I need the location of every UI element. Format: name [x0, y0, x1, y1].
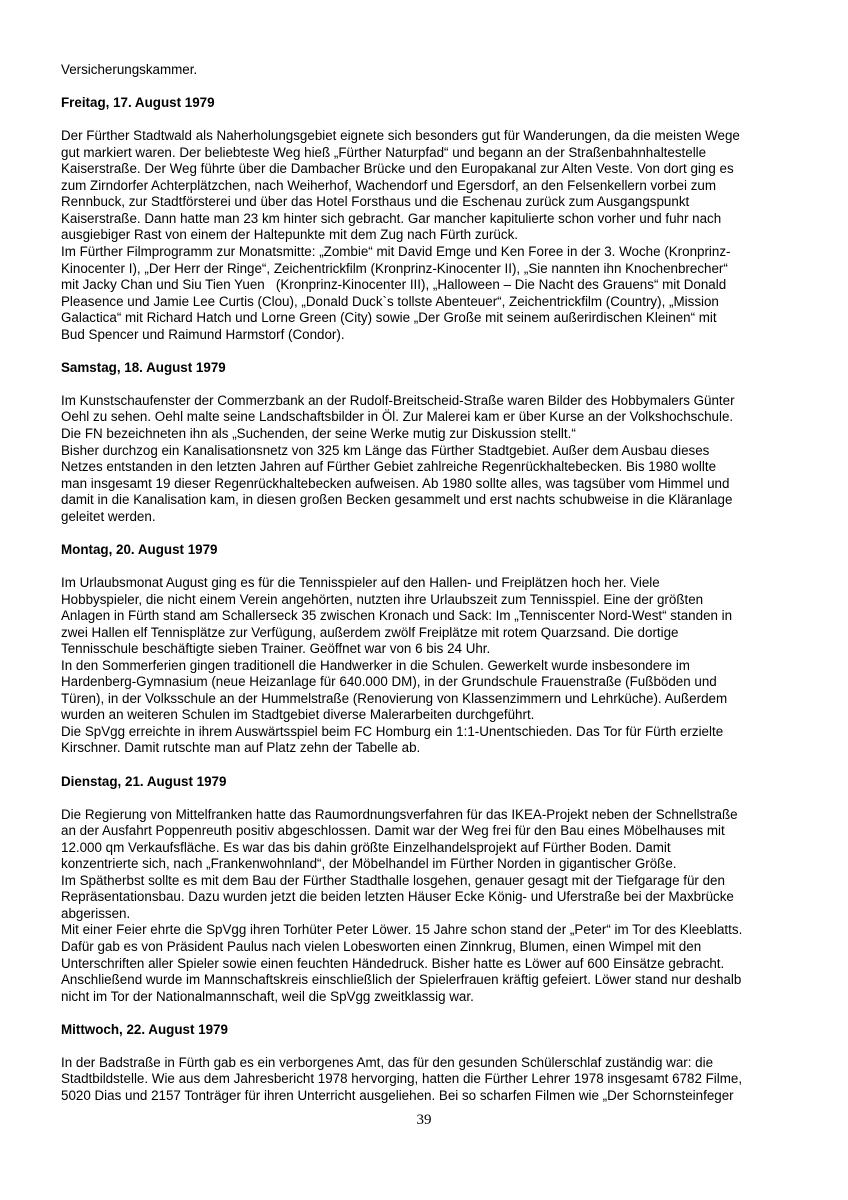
text-line: geleitet werden.	[61, 508, 156, 524]
text-line: Hobbyspieler, die nicht einem Verein angehörten, nutzten ihre Urlaubszeit zum Tennisspiel. Eine der größten	[61, 591, 704, 607]
text-line: Versicherungskammer.	[61, 62, 198, 77]
text-line: Die FN bezeichneten ihn als „Suchenden, der seine Werke mutig zur Diskussion stellt.“	[61, 426, 576, 442]
text-line: Bisher durchzog ein Kanalisationsnetz von 325 km Länge das Fürther Stadtgebiet. Außer dem Ausbau dieses	[61, 442, 710, 458]
paragraph-spacer	[61, 343, 783, 360]
text-line: Im Fürther Filmprogramm zur Monatsmitte: „Zombie“ mit David Emge und Ken Foree in der 3. Woche (Kronprinz-	[61, 244, 731, 260]
text-line: nicht im Tor der Nationalmannschaft, weil die SpVgg zweitklassig war.	[61, 988, 474, 1004]
text-line: Hardenberg-Gymnasium (neue Heizanlage für 640.000 DM), in der Grundschule Frauenstraße (Fußböden und	[61, 674, 717, 690]
text-line: zum Zirndorfer Achterplätzchen, nach Weiherhof, Wachendorf und Egersdorf, an den Felsenkellern vorbei zum	[61, 177, 716, 193]
text-line: In den Sommerferien gingen traditionell die Handwerker in die Schulen. Gewerkelt wurde insbesondere im	[61, 657, 690, 673]
text-line: Im Spätherbst sollte es mit dem Bau der Fürther Stadthalle losgehen, genauer gesagt mit der Tiefgarage für den	[61, 872, 725, 888]
paragraph-spacer	[61, 525, 783, 542]
text-line: Im Urlaubsmonat August ging es für die Tennisspieler auf den Hallen- und Freiplätzen hoch her. Viele	[61, 574, 660, 590]
text-line: konzentrierte sich, nach „Frankenwohnland“, der Möbelhandel im Fürther Norden in gigantischer Größe.	[61, 856, 677, 872]
text-line: Die SpVgg erreichte in ihrem Auswärtsspiel beim FC Homburg ein 1:1-Unentschieden. Das Tor für Fürth erzielte	[61, 723, 724, 739]
text-line: zwei Hallen elf Tennisplätze zur Verfügung, außerdem zwölf Freiplätze mit rotem Quarzsand. Die dortige	[61, 624, 679, 640]
paragraph-spacer	[61, 1038, 783, 1055]
paragraph	[61, 1055, 783, 1105]
text-line: an der Ausfahrt Poppenreuth positiv abgeschlossen. Damit war der Weg frei für den Bau eines Möbelhauses mit	[61, 823, 725, 839]
text-line: gut markiert waren. Der beliebteste Weg hieß „Fürther Naturpfad“ und begann an der Straßenbahnhaltestelle	[61, 144, 707, 160]
text-line: Anschließend wurde im Mannschaftskreis einschließlich der Spielerfrauen kräftig gefeiert. Löwer stand nur deshalb	[61, 972, 742, 988]
paragraph-spacer	[61, 79, 783, 96]
text-line: abgerissen.	[61, 905, 131, 921]
text-line: Rennbuck, zur Stadtförsterei und über das Hotel Forsthaus und die Eschenau zurück zum Ausgangspunkt	[61, 194, 690, 210]
text-line: Tennisschule beschäftigte sieben Trainer. Geöffnet war von 6 bis 24 Uhr.	[61, 641, 491, 657]
document-body	[61, 62, 783, 1104]
text-line: Die Regierung von Mittelfranken hatte das Raumordnungsverfahren für das IKEA-Projekt neben der Schnellstraße	[61, 806, 738, 822]
date-heading: Freitag, 17. August 1979	[61, 95, 215, 111]
date-heading: Dienstag, 21. August 1979	[61, 773, 227, 789]
date-heading: Montag, 20. August 1979	[61, 541, 218, 557]
paragraph-spacer	[61, 376, 783, 393]
text-line: 5020 Dias und 2157 Tonträger für ihren Unterricht ausgeliehen. Bei so scharfen Filmen wie „Der Schornsteinfeger	[61, 1087, 734, 1103]
text-line: Mit einer Feier ehrte die SpVgg ihren Torhüter Peter Löwer. 15 Jahre schon stand der „Peter“ im Tor des Kleeblatts.	[61, 922, 743, 938]
text-line: damit in die Kanalisation kam, in diesen großen Becken gesammelt und erst nachts schubweise in die Kläranlage	[61, 492, 733, 508]
text-line: ausgiebiger Rast von einem der Haltepunkte mit dem Zug nach Fürth zurück.	[61, 227, 518, 243]
paragraph	[61, 575, 783, 757]
paragraph-spacer	[61, 112, 783, 129]
text-line: Dafür gab es von Präsident Paulus nach vielen Lobesworten einen Zinnkrug, Blumen, einen Wimpel mit den	[61, 938, 702, 954]
text-line: Repräsentationsbau. Dazu wurden jetzt die beiden letzten Häuser Ecke König- und Uferstraße bei der Maxbrücke	[61, 889, 734, 905]
text-line: Kinocenter I), „Der Herr der Ringe“, Zeichentrickfilm (Kronprinz-Kinocenter II), „Sie nannten ihn Knochenbrecher“	[61, 260, 728, 276]
paragraph	[61, 393, 783, 525]
date-heading: Mittwoch, 22. August 1979	[61, 1021, 228, 1037]
text-line: Kirschner. Damit rutschte man auf Platz zehn der Tabelle ab.	[61, 740, 421, 756]
page-number: 39	[416, 1112, 432, 1128]
text-line: Oehl zu sehen. Oehl malte seine Landschaftsbilder in Öl. Zur Malerei kam er über Kurse an der Volkshochschule.	[61, 409, 734, 425]
text-line: Kaiserstraße. Dann hatte man 23 km hinter sich gebracht. Gar mancher kapitulierte schon vorher und fuhr nach	[61, 210, 722, 226]
paragraph-spacer	[61, 757, 783, 774]
paragraph-spacer	[61, 558, 783, 575]
text-line: 12.000 qm Verkaufsfläche. Es war das bis dahin größte Einzelhandelsprojekt auf Fürther Boden. Damit	[61, 839, 671, 855]
text-line: mit Jacky Chan und Siu Tien Yuen (Kronprinz-Kinocenter III), „Halloween – Die Nacht des Grauens“ mit Donald	[61, 277, 727, 293]
paragraph	[61, 807, 783, 1006]
text-line: Kaiserstraße. Der Weg führte über die Dambacher Brücke und den Europakanal zur Alten Veste. Von dort ging es	[61, 161, 734, 177]
paragraph	[61, 128, 783, 343]
paragraph-spacer	[61, 790, 783, 807]
text-line: Der Fürther Stadtwald als Naherholungsgebiet eignete sich besonders gut für Wanderungen, da die meisten Wege	[61, 128, 740, 144]
text-line: man insgesamt 19 dieser Regenrückhaltebecken aufweisen. Ab 1980 sollte alles, was tagsüber vom Himmel und	[61, 475, 730, 491]
text-line: Bud Spencer und Raimund Harmstorf (Condor).	[61, 326, 345, 342]
text-line: In der Badstraße in Fürth gab es ein verborgenes Amt, das für den gesunden Schülerschlaf zuständig war: die	[61, 1054, 714, 1070]
text-line: Anlagen in Fürth stand am Schallerseck 35 zwischen Kronach und Sack: Im „Tenniscenter Nord-West“ standen in	[61, 608, 733, 624]
text-line: Stadtbildstelle. Wie aus dem Jahresbericht 1978 hervorging, hatten die Fürther Lehrer 1978 insgesamt 6782 Filme,	[61, 1071, 743, 1087]
text-line: Pleasence und Jamie Lee Curtis (Clou), „Donald Duck`s tollste Abenteuer“, Zeichentrickfilm (Country), „Mission	[61, 293, 719, 309]
text-line: wurden an weiteren Schulen im Stadtgebiet diverse Malerarbeiten durchgeführt.	[61, 707, 535, 723]
paragraph	[61, 62, 783, 79]
text-line: Netzes entstanden in den letzten Jahren auf Fürther Gebiet zahlreiche Regenrückhaltebecken. Bis 1980 wollte	[61, 459, 717, 475]
text-line: Unterschriften aller Spieler sowie einen feuchten Händedruck. Bisher hatte es Löwer auf 600 Einsätze gebracht.	[61, 955, 725, 971]
paragraph-spacer	[61, 1005, 783, 1022]
text-line: Türen), in der Volksschule an der Hummelstraße (Renovierung von Klassenzimmern und Lehrküche). Außerdem	[61, 690, 728, 706]
text-line: Im Kunstschaufenster der Commerzbank an der Rudolf-Breitscheid-Straße waren Bilder des Hobbymalers Günter	[61, 392, 735, 408]
text-line: Galactica“ mit Richard Hatch und Lorne Green (City) sowie „Der Große mit seinem außerirdischen Kleinen“ mit	[61, 310, 717, 326]
date-heading: Samstag, 18. August 1979	[61, 359, 226, 375]
